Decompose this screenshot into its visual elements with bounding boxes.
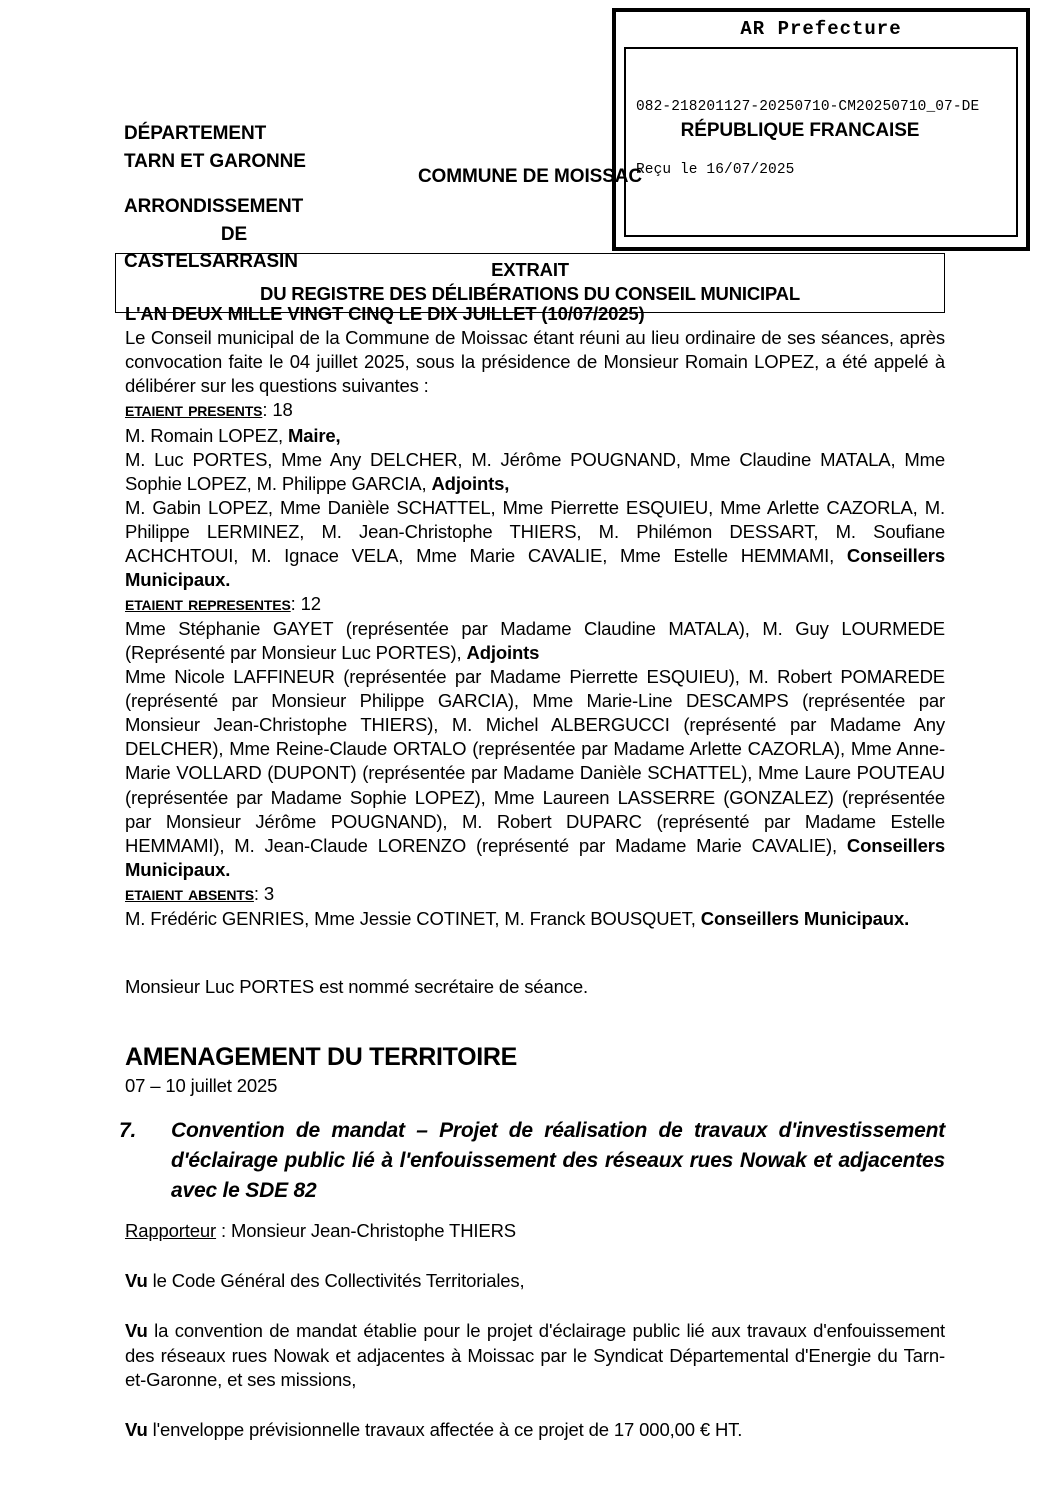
vu-body-3: l'enveloppe prévisionnelle travaux affectée à ce projet de 17 000,00 € HT.	[147, 1418, 743, 1440]
presents-conseillers-line	[125, 496, 945, 592]
body-spacer-2	[125, 999, 945, 1043]
presents-conseillers-role: Conseillers Municipaux.	[125, 544, 945, 590]
represented-conseillers-line	[125, 665, 945, 881]
represented-count: : 12	[290, 592, 321, 614]
commune-title: COMMUNE DE MOISSAC	[417, 166, 643, 187]
republique-francaise-title: RÉPUBLIQUE FRANCAISE	[680, 120, 920, 141]
absents-count: : 3	[253, 882, 275, 904]
presents-count: : 18	[262, 399, 293, 421]
presents-adjoints-names: M. Luc PORTES, Mme Any DELCHER, M. Jérôme POUGNAND, Mme Claudine MATALA, Mme Sophie LOPEZ, M. Philippe GARCIA,	[125, 448, 945, 494]
section-title: AMENAGEMENT DU TERRITOIRE	[125, 1043, 518, 1072]
presents-label: etaient presents	[125, 399, 263, 422]
rapporteur-line	[125, 1219, 945, 1243]
extrait-line-1: EXTRAIT	[491, 259, 569, 280]
vu-clause-2	[125, 1319, 945, 1391]
absents-heading	[125, 882, 945, 907]
represented-adjoints-names: Mme Stéphanie GAYET (représentée par Madame Claudine MATALA), M. Guy LOURMEDE (Représenté par Monsieur Luc PORTES),	[125, 618, 945, 664]
represented-conseillers-names: Mme Nicole LAFFINEUR (représentée par Madame Pierrette ESQUIEU), M. Robert POMAREDE (représenté par Monsieur Philippe GARCIA), Mme Marie-Line DESCAMPS (représentée par Monsieur Jean-Christophe THIERS), M. Michel ALBERGUCCI (représenté par Madame Any DELCHER), Mme Reine-Claude ORTALO (représentée par Madame Arlette CAZORLA), Mme Anne-Marie VOLLARD (DUPONT) (représentée par Madame Danièle SCHATTEL), Mme Laure POUTEAU (représentée par Madame Sophie LOPEZ), Mme Laureen LASSERRE (GONZALEZ) (représentée par Monsieur Jérôme POUGNAND), M. Robert DUPARC (représenté par Madame Estelle HEMMAMI), M. Jean-Claude LORENZO (représenté par Madame Marie CAVALIE),	[125, 666, 945, 856]
presents-adjoints-line	[125, 448, 945, 496]
presents-heading	[125, 398, 945, 423]
vu-prefix-3: Vu	[125, 1418, 148, 1440]
absents-role: Conseillers Municipaux.	[700, 908, 910, 930]
vu-prefix-1: Vu	[125, 1270, 148, 1292]
absents-line	[125, 907, 945, 931]
arrondissement-label: ARRONDISSEMENT	[124, 196, 304, 218]
vu-body-1: le Code Général des Collectivités Territoriales,	[147, 1270, 525, 1292]
arrondissement-de: DE	[220, 223, 248, 245]
ar-stamp-reference: 082-218201127-20250710-CM20250710_07-DE	[636, 98, 980, 115]
document-body	[119, 302, 945, 1442]
represented-adjoints-role: Adjoints	[466, 642, 540, 664]
absents-names: M. Frédéric GENRIES, Mme Jessie COTINET, M. Franck BOUSQUET,	[125, 908, 701, 930]
presents-maire-name: M. Romain LOPEZ,	[125, 424, 288, 446]
absents-label: etaient absents	[125, 882, 254, 905]
represented-label: etaient representes	[125, 592, 291, 615]
section-date: 07 – 10 juillet 2025	[125, 1074, 278, 1096]
vu-clause-1	[125, 1269, 945, 1293]
vu-prefix-2: Vu	[125, 1320, 148, 1342]
session-date-heading: L'AN DEUX MILLE VINGT CINQ LE DIX JUILLET (10/07/2025)	[125, 303, 645, 324]
represented-heading	[125, 592, 945, 617]
vu-clause-3-text	[125, 1418, 945, 1442]
arrondissement-name: CASTELSARRASIN	[124, 251, 298, 273]
represented-adjoints-line	[125, 617, 945, 665]
preamble-paragraph: Le Conseil municipal de la Commune de Moissac étant réuni au lieu ordinaire de ses séances, après convocation faite le 04 juillet 2025, sous la présidence de Monsieur Romain LOPEZ, a été appelé à délibérer sur les questions suivantes :	[125, 327, 945, 397]
presents-maire-role: Maire,	[287, 424, 341, 446]
deliberation-number: 7.	[119, 1118, 137, 1142]
deliberation-title-inner	[119, 1116, 945, 1205]
body-spacer-1	[125, 931, 945, 975]
vu-body-2: la convention de mandat établie pour le projet d'éclairage public lié aux travaux d'enfouissement des réseaux rues Nowak et adjacentes à Moissac par le Syndicat Départemental d'Energie du Tarn-et-Garonne, et ses missions,	[125, 1320, 945, 1390]
rapporteur-value: : Monsieur Jean-Christophe THIERS	[216, 1220, 516, 1242]
rapporteur-label: Rapporteur	[125, 1220, 217, 1242]
presents-adjoints-role: Adjoints,	[431, 472, 510, 494]
deliberation-title-block	[119, 1116, 945, 1205]
vu-clause-2-text	[125, 1319, 945, 1391]
secretary-line: Monsieur Luc PORTES est nommé secrétaire de séance.	[125, 976, 588, 998]
extrait-line-2: DU REGISTRE DES DÉLIBÉRATIONS DU CONSEIL MUNICIPAL	[260, 283, 800, 305]
ar-stamp-received-date: Reçu le 16/07/2025	[636, 161, 795, 178]
department-label: DÉPARTEMENT	[124, 123, 267, 144]
department-name: TARN ET GARONNE	[124, 150, 306, 172]
deliberation-title-text: Convention de mandat – Projet de réalisation de travaux d'investissement d'éclairage public lié à l'enfouissement des réseaux rues Nowak et adjacentes avec le SDE 82	[171, 1118, 945, 1202]
vu-clause-1-text	[125, 1269, 945, 1293]
ar-stamp-title: AR Prefecture	[740, 18, 902, 40]
represented-conseillers-role: Conseillers Municipaux.	[125, 834, 945, 880]
presents-maire-line	[125, 424, 945, 448]
presents-conseillers-names: M. Gabin LOPEZ, Mme Danièle SCHATTEL, Mme Pierrette ESQUIEU, Mme Arlette CAZORLA, M. Philippe LERMINEZ, M. Jean-Christophe THIERS, M. Philémon DESSART, M. Soufiane ACHCHTOUI, M. Ignace VELA, Mme Marie CAVALIE, Mme Estelle HEMMAMI,	[125, 496, 945, 566]
vu-clause-3	[125, 1418, 945, 1442]
